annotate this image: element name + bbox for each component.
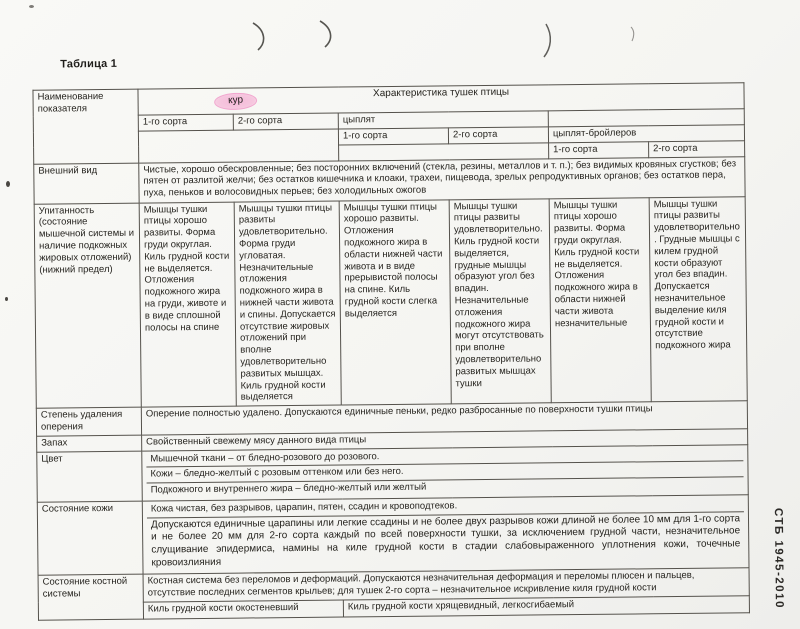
fatness-chicks-grade1: Мышцы тушки птицы хорошо развиты. Отложения подкожного жира в области нижней части живота и в виде прерывистой полосы на спине. Киль грудной кости слегка выделяется	[339, 199, 451, 405]
standard-code-vertical: СТБ 1945-2010	[771, 507, 785, 610]
bone-text: Костная система без переломов и деформаций. Допускаются незначительная деформация и переломы плюсен и пальцев, отсутствие последних сегментов крыльев; для тушек 2-го сорта – незначительное искривление киля грудной кости	[143, 568, 749, 602]
skin-line-clean: Кожа чистая, без разрывов, царапин, пятен, ссадин и кровоподтеков.	[150, 500, 458, 515]
table-caption: Таблица 1	[60, 57, 118, 71]
skin-line-allowed: Допускаются единичные царапины или легкие ссадины и не более двух разрывов кожи длиной не более 10 мм для 1-го сорта и не более 20 мм для 2-го сорта каждый по всей поверхности тушки, за исключением грудной части, незначительное слущивание эпидермиса, намины на киле грудной кости в стадии слабовыраженного уплотнения кожи, точечные кровоизлияния	[147, 511, 745, 572]
fatness-broilers-grade2: Мышцы тушки птицы развиты удовлетворительно. Грудные мышцы с килем грудной кости образуют угол без впадин. Допускается незначительное выделение киля грудной кости и отсутствие подкожного жира	[649, 196, 747, 402]
col-header-broilers-grade1: 1-го сорта	[549, 142, 649, 159]
row-label-fatness: Упитанность (состояние мышечной системы и наличие подкожных жировых отложений) (нижний предел)	[34, 203, 141, 409]
row-label-skin: Состояние кожи	[37, 501, 143, 575]
color-line-muscle: Мышечной ткани – от бледно-розового до розового.	[150, 450, 380, 465]
bone-keel-cartilaginous: Киль грудной кости хрящевидный, легкосгибаемый	[343, 595, 749, 616]
fatness-broilers-grade1: Мышцы тушки птицы хорошо развиты. Форма груди округлая. Киль грудной кости не выделяется. Отложения подкожного жира в области нижней части живота незначительные	[549, 197, 651, 403]
color-line-skin: Кожи – бледно-желтый с розовым оттенком или без него.	[146, 461, 743, 483]
appearance-text: Чистые, хорошо обескровленные; без посторонних включений (стекла, резины, металлов и т. п.); без видимых кровяных сгустков; без пятен от разлитой желчи; без остатков кишечника и клоаки, трахеи, пищевода, зрелых репродуктивных органов; без остатков пера, пуха, пеньков и волосовидных перьев; без холодильных ожогов	[139, 156, 745, 202]
group-header-kur-highlighted: кур	[214, 91, 258, 110]
row-skin	[37, 495, 749, 576]
row-label-plucking: Степень удаления оперения	[36, 407, 141, 436]
color-text-cell	[142, 444, 749, 501]
group-header-broilers: цыплят-бройлеров	[548, 125, 744, 143]
color-line-fat: Подкожного и внутреннего жира – бледно-желтый или желтый	[147, 476, 744, 498]
characteristic-label: Характеристика тушек птицы	[372, 86, 510, 100]
fatness-chicks-grade2: Мышцы тушки птицы развиты удовлетворительно. Киль грудной кости выделяется, грудные мышцы образуют угол без впадин. Незначительные отложения подкожного жира могут отсутствовать при вполне удовлетворительно развитых мышцах тушки	[449, 198, 551, 404]
row-label-bone: Состояние костной системы	[38, 574, 143, 620]
row-color	[37, 444, 749, 502]
plucking-text: Оперение полностью удалено. Допускаются единичные пеньки, редко разбросанные по поверхности тушки птицы	[141, 401, 747, 435]
fatness-kur-grade1: Мышцы тушки птицы хорошо развиты. Форма груди округлая. Киль грудной кости не выделяется. Отложения подкожного жира на груди, животе и в виде сплошной полосы на спине	[139, 202, 236, 408]
col-header-indicator: Наименование показателя	[33, 89, 139, 164]
col-header-kur-grade1: 1-го сорта	[138, 114, 233, 131]
header-empty-cell	[138, 129, 338, 163]
col-header-chicks-grade2: 2-го сорта	[448, 127, 548, 144]
row-label-appearance: Внешний вид	[34, 163, 139, 204]
poultry-characteristics-table	[32, 82, 750, 620]
col-header-chicks-grade1: 1-го сорта	[338, 128, 448, 145]
col-header-broilers-grade2: 2-го сорта	[649, 141, 745, 158]
row-fatness	[34, 196, 747, 408]
group-header-chicks: цыплят	[338, 111, 548, 129]
row-label-color: Цвет	[37, 451, 143, 502]
smell-text: Свойственный свежему мясу данного вида птицы	[142, 428, 748, 450]
skin-text-cell	[142, 495, 749, 575]
bone-keel-ossified: Киль грудной кости окостеневший	[143, 600, 343, 619]
col-header-kur-grade2: 2-го сорта	[233, 113, 338, 130]
fatness-kur-grade2: Мышцы тушки птицы развиты удовлетворительно. Форма груди угловатая. Незначительные отложения подкожного жира в нижней части живота и спины. Допускается отсутствие жировых отложений при вполне удовлетворительно развитых мышцах. Киль грудной кости выделяется	[234, 201, 341, 407]
row-label-smell: Запах	[37, 435, 142, 452]
